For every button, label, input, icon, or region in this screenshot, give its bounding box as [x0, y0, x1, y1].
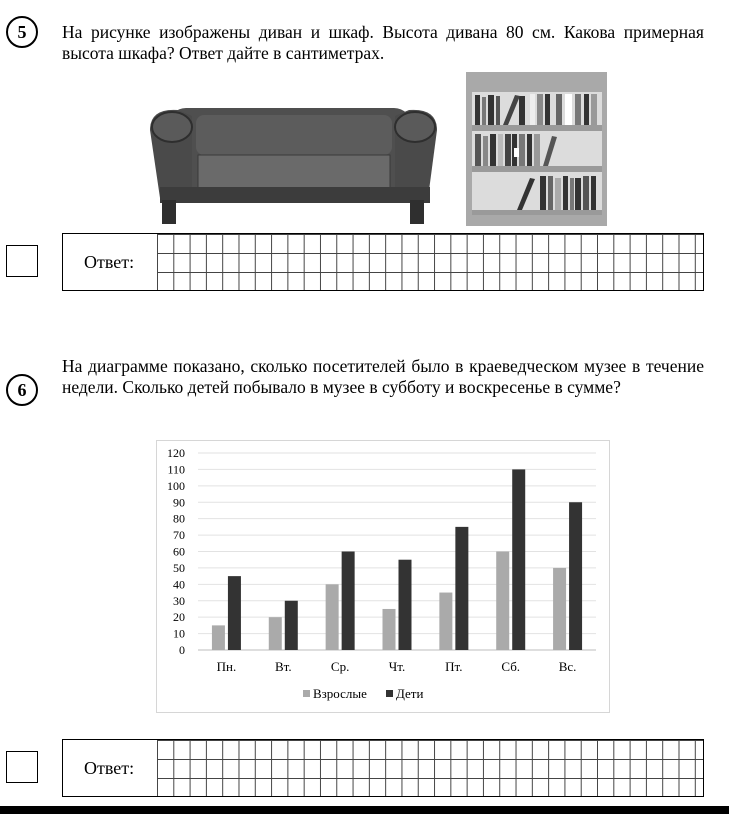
bar-children-3: [399, 560, 412, 650]
y-tick-label: 90: [173, 495, 185, 510]
bar-adults-1: [269, 617, 282, 650]
y-tick-label: 40: [173, 577, 185, 592]
task-5-answer-label: Ответ:: [84, 252, 135, 272]
x-tick-label: Вс.: [558, 659, 577, 674]
x-tick-label: Чт.: [388, 659, 406, 674]
task-6-answer-label: Ответ:: [84, 758, 135, 778]
task-5-answer-grid[interactable]: [157, 234, 703, 290]
bar-adults-0: [212, 625, 225, 650]
bar-children-1: [285, 601, 298, 650]
x-tick-label: Пт.: [445, 659, 463, 674]
bar-adults-3: [383, 609, 396, 650]
legend-swatch: [303, 690, 310, 697]
task-6-number: 6: [6, 374, 38, 406]
bar-adults-5: [496, 552, 509, 651]
y-tick-label: 20: [173, 610, 185, 625]
bar-children-5: [512, 469, 525, 650]
sofa-image: [150, 108, 437, 224]
y-tick-label: 60: [173, 544, 185, 559]
y-tick-label: 10: [173, 626, 185, 641]
y-tick-label: 50: [173, 560, 185, 575]
legend-swatch: [386, 690, 393, 697]
x-tick-label: Ср.: [330, 659, 350, 674]
bar-adults-6: [553, 568, 566, 650]
bar-adults-4: [439, 593, 452, 650]
task-5-number: 5: [6, 16, 38, 48]
bookshelf-image: [466, 72, 607, 226]
task-6-checkbox[interactable]: [6, 751, 38, 783]
task-5-checkbox[interactable]: [6, 245, 38, 277]
y-tick-label: 100: [167, 478, 185, 493]
y-tick-label: 110: [167, 462, 185, 477]
bar-children-2: [342, 552, 355, 651]
task-6-answer-grid[interactable]: [157, 740, 703, 796]
task-5-answer-row: [62, 233, 704, 291]
bar-adults-2: [326, 584, 339, 650]
y-tick-label: 30: [173, 593, 185, 608]
legend-label: Дети: [396, 686, 424, 701]
task-6-text: На диаграмме показано, сколько посетителей было в краеведческом музее в течение недели. Сколько детей побывало в музее в субботу и воскресенье в сумме?: [62, 356, 704, 397]
y-tick-label: 120: [167, 446, 185, 460]
task-5-text: На рисунке изображены диван и шкаф. Высота дивана 80 см. Какова примерная высота шкафа? Ответ дайте в сантиметрах.: [62, 22, 704, 63]
x-tick-label: Вт.: [274, 659, 292, 674]
task-6-answer-row: [62, 739, 704, 797]
x-tick-label: Сб.: [501, 659, 521, 674]
y-tick-label: 80: [173, 511, 185, 526]
bar-children-4: [455, 527, 468, 650]
y-tick-label: 70: [173, 528, 185, 543]
bar-children-0: [228, 576, 241, 650]
bar-children-6: [569, 502, 582, 650]
y-tick-label: 0: [179, 643, 185, 657]
visitors-bar-chart: [156, 440, 610, 713]
page-bottom-border: [0, 806, 729, 814]
x-tick-label: Пн.: [216, 659, 237, 674]
chart-legend: [303, 686, 423, 701]
legend-label: Взрослые: [313, 686, 367, 701]
